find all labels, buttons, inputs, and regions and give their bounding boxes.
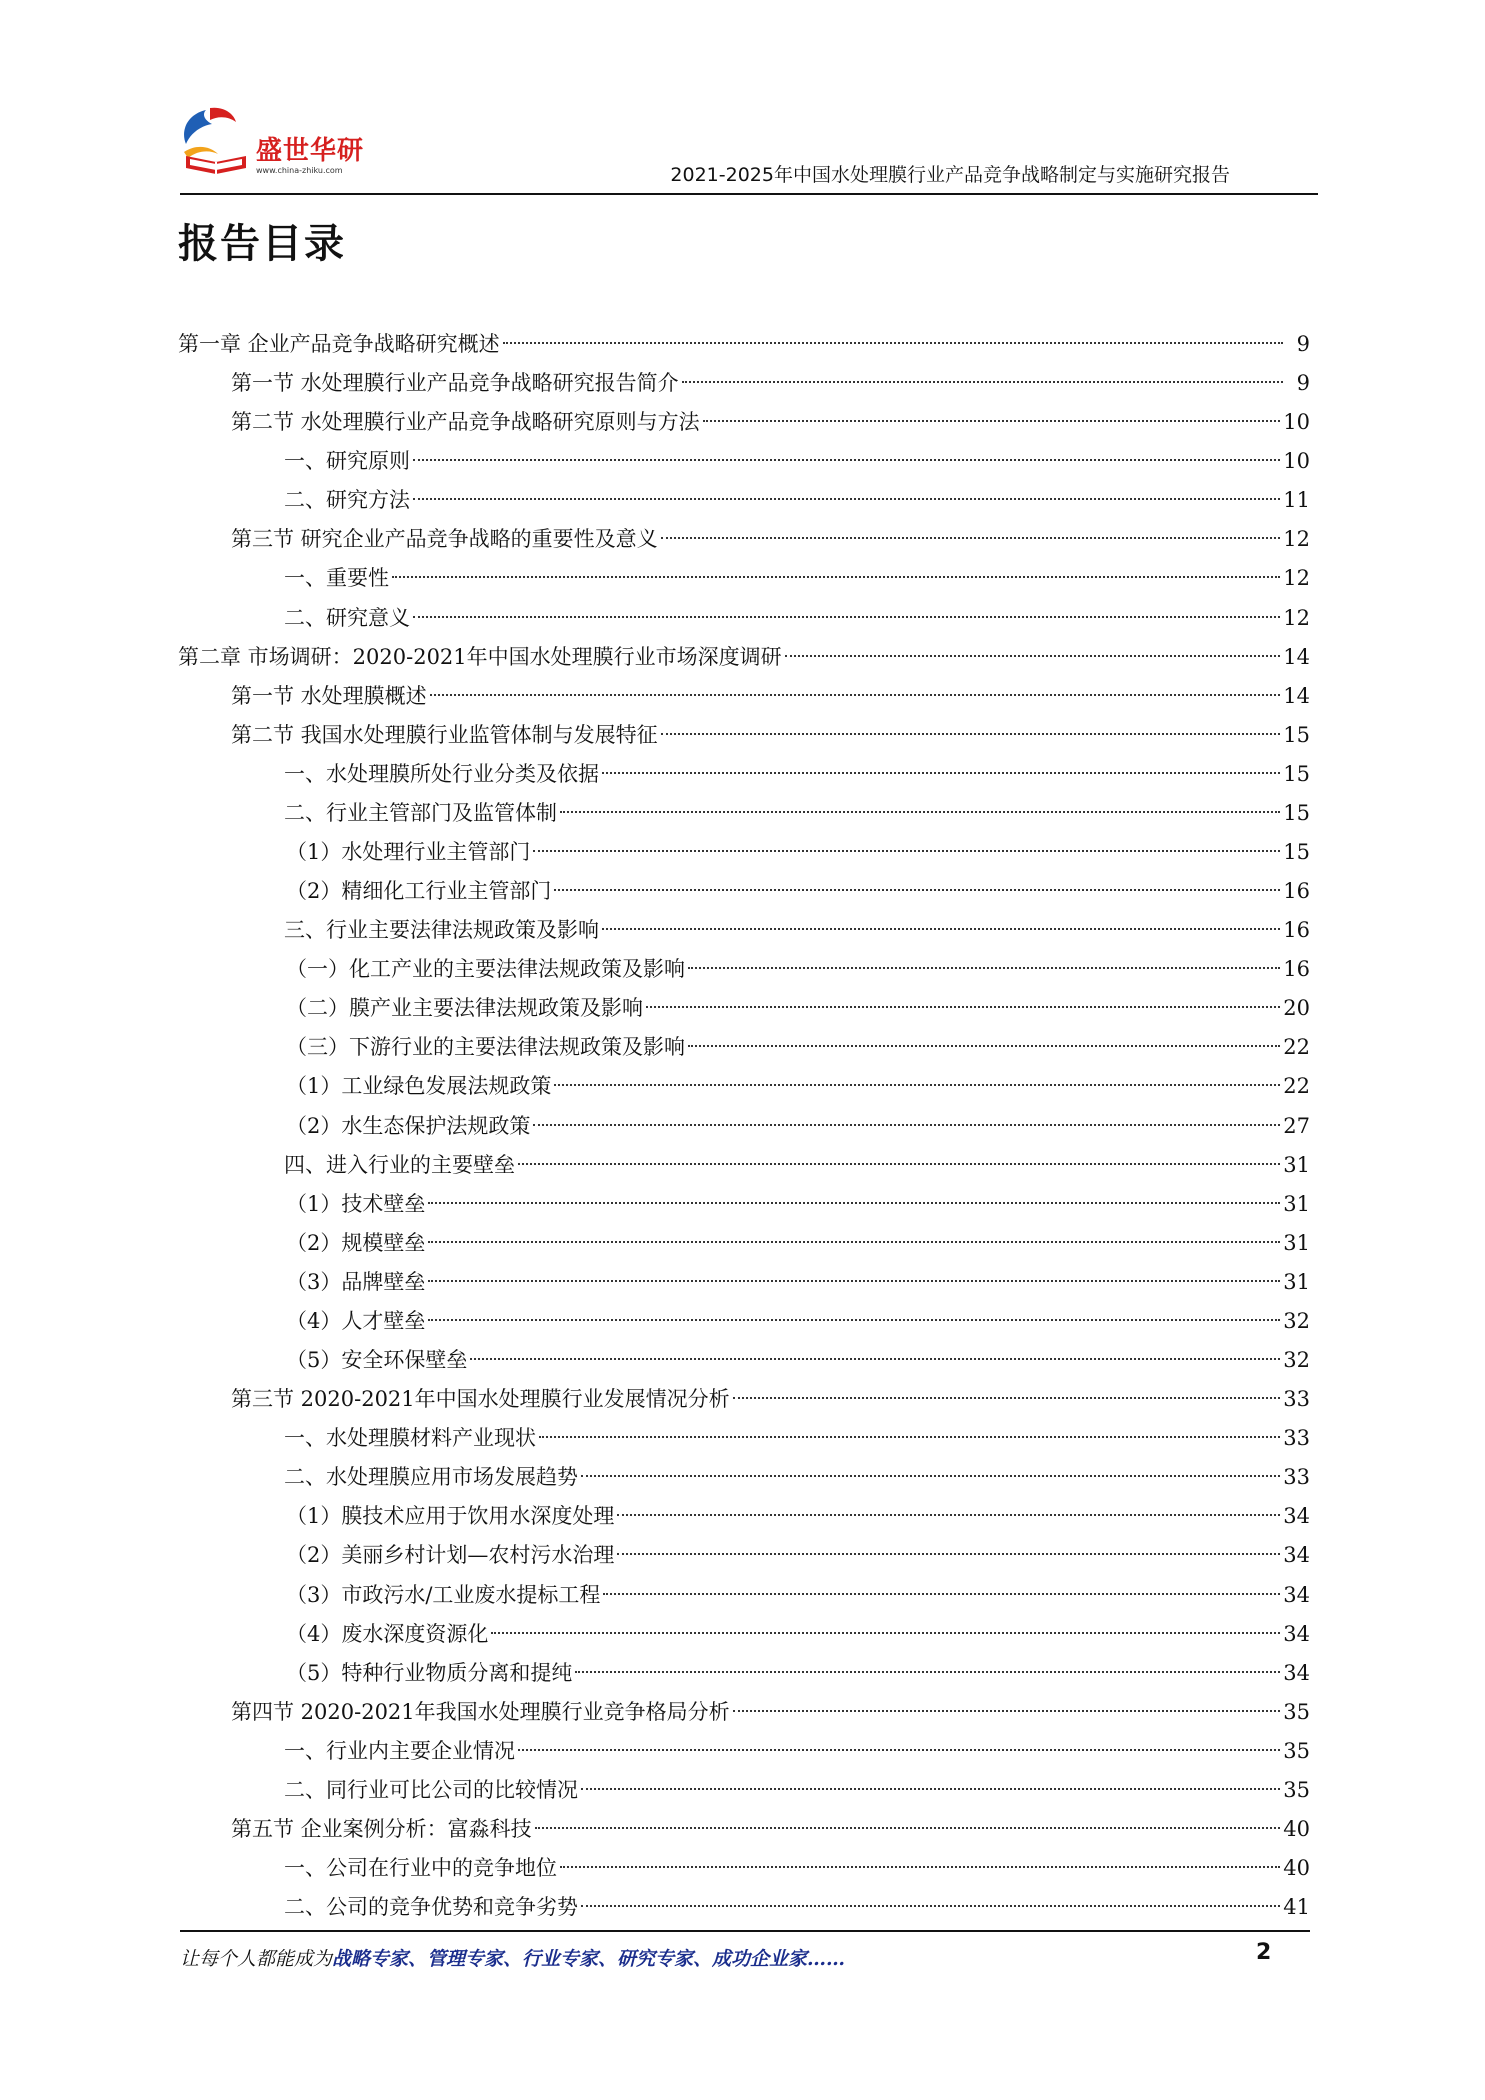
toc-entry-title: （5）安全环保壁垒 bbox=[286, 1348, 468, 1373]
toc-entry-title: 二、同行业可比公司的比较情况 bbox=[284, 1777, 578, 1802]
toc-entry-title: 一、重要性 bbox=[284, 566, 389, 591]
toc-entry[interactable] bbox=[178, 1849, 1310, 1888]
toc-dot-leader bbox=[554, 889, 1280, 891]
toc-heading: 报告目录 bbox=[178, 221, 346, 267]
toc-entry-page: 20 bbox=[1283, 996, 1310, 1021]
toc-dot-leader bbox=[560, 811, 1280, 813]
toc-entry[interactable] bbox=[178, 1888, 1310, 1927]
toc-entry-title: （1）水处理行业主管部门 bbox=[286, 840, 531, 865]
toc-dot-leader bbox=[392, 576, 1280, 578]
slogan-prefix: 让每个人都能成为 bbox=[180, 1948, 333, 1970]
toc-entry[interactable] bbox=[178, 833, 1310, 872]
toc-entry-page: 22 bbox=[1283, 1074, 1310, 1099]
toc-entry[interactable] bbox=[178, 1341, 1310, 1380]
toc-dot-leader bbox=[602, 928, 1280, 930]
toc-entry-page: 9 bbox=[1296, 332, 1310, 356]
toc-dot-leader bbox=[503, 342, 1283, 344]
footer-slogan bbox=[180, 1944, 845, 1971]
toc-entry-title: 二、研究方法 bbox=[284, 488, 410, 513]
toc-entry[interactable] bbox=[178, 1380, 1310, 1419]
toc-dot-leader bbox=[603, 1593, 1280, 1595]
toc-entry-page: 34 bbox=[1283, 1504, 1310, 1529]
toc-entry-page: 33 bbox=[1283, 1387, 1310, 1412]
toc-entry[interactable] bbox=[178, 1732, 1310, 1771]
toc-entry[interactable] bbox=[178, 1107, 1310, 1146]
toc-entry-title: 四、进入行业的主要壁垒 bbox=[284, 1152, 515, 1177]
toc-entry-page: 41 bbox=[1283, 1895, 1310, 1920]
logo-url: www.china-zhiku.com bbox=[256, 166, 343, 175]
toc-entry[interactable] bbox=[178, 1497, 1310, 1536]
toc-entry-page: 10 bbox=[1283, 410, 1310, 435]
toc-dot-leader bbox=[533, 850, 1280, 852]
toc-entry[interactable] bbox=[178, 1028, 1310, 1067]
toc-entry-page: 27 bbox=[1283, 1113, 1310, 1138]
toc-entry[interactable] bbox=[178, 1771, 1310, 1810]
toc-dot-leader bbox=[413, 459, 1280, 461]
toc-entry-title: 第一节 水处理膜概述 bbox=[231, 683, 427, 708]
toc-entry[interactable] bbox=[178, 442, 1310, 481]
slogan-roles: 战略专家、管理专家、行业专家、研究专家、成功企业家…… bbox=[332, 1948, 846, 1970]
toc-dot-leader bbox=[703, 420, 1281, 422]
toc-dot-leader bbox=[413, 616, 1280, 618]
toc-dot-leader bbox=[539, 1436, 1280, 1438]
toc-entry-title: 第二节 水处理膜行业产品竞争战略研究原则与方法 bbox=[231, 410, 700, 435]
toc-entry-page: 15 bbox=[1283, 800, 1310, 825]
toc-dot-leader bbox=[428, 1202, 1280, 1204]
toc-entry[interactable] bbox=[178, 1458, 1310, 1497]
toc-dot-leader bbox=[554, 1084, 1280, 1086]
toc-entry-page: 12 bbox=[1283, 566, 1310, 591]
toc-entry[interactable] bbox=[178, 520, 1310, 559]
toc-entry-page: 16 bbox=[1283, 957, 1310, 982]
toc-dot-leader bbox=[428, 1319, 1280, 1321]
toc-entry[interactable] bbox=[178, 599, 1310, 638]
toc-entry-page: 35 bbox=[1283, 1777, 1310, 1802]
footer-divider bbox=[180, 1930, 1310, 1932]
toc-entry-title: 三、行业主要法律法规政策及影响 bbox=[284, 918, 599, 943]
toc-entry-page: 16 bbox=[1283, 879, 1310, 904]
toc-entry-title: 二、公司的竞争优势和竞争劣势 bbox=[284, 1895, 578, 1920]
toc-entry[interactable] bbox=[178, 911, 1310, 950]
toc-entry[interactable] bbox=[178, 1185, 1310, 1224]
toc-entry-title: （2）水生态保护法规政策 bbox=[286, 1113, 531, 1138]
toc-entry-title: （二）膜产业主要法律法规政策及影响 bbox=[286, 996, 643, 1021]
toc-entry-title: 第一章 企业产品竞争战略研究概述 bbox=[178, 332, 500, 356]
company-logo bbox=[176, 104, 406, 182]
toc-dot-leader bbox=[661, 537, 1281, 539]
toc-entry-title: （2）精细化工行业主管部门 bbox=[286, 879, 552, 904]
toc-entry-page: 31 bbox=[1283, 1152, 1310, 1177]
page-number: 2 bbox=[1256, 1940, 1272, 1965]
toc-entry-title: 第二章 市场调研：2020-2021年中国水处理膜行业市场深度调研 bbox=[178, 644, 782, 669]
toc-entry-title: （1）膜技术应用于饮用水深度处理 bbox=[286, 1504, 615, 1529]
toc-entry-page: 15 bbox=[1283, 722, 1310, 747]
toc-dot-leader bbox=[535, 1827, 1281, 1829]
toc-entry[interactable] bbox=[178, 1302, 1310, 1341]
toc-dot-leader bbox=[518, 1163, 1280, 1165]
toc-entry-page: 33 bbox=[1283, 1426, 1310, 1451]
toc-entry-title: （3）品牌壁垒 bbox=[286, 1269, 426, 1294]
toc-dot-leader bbox=[581, 1905, 1280, 1907]
toc-entry-title: （一）化工产业的主要法律法规政策及影响 bbox=[286, 957, 685, 982]
toc-entry-title: 一、行业内主要企业情况 bbox=[284, 1738, 515, 1763]
toc-entry-title: （三）下游行业的主要法律法规政策及影响 bbox=[286, 1035, 685, 1060]
toc-entry[interactable] bbox=[178, 1067, 1310, 1106]
toc-dot-leader bbox=[733, 1710, 1281, 1712]
toc-entry-title: 二、水处理膜应用市场发展趋势 bbox=[284, 1465, 578, 1490]
toc-dot-leader bbox=[575, 1671, 1280, 1673]
toc-dot-leader bbox=[560, 1866, 1280, 1868]
toc-entry-page: 40 bbox=[1283, 1816, 1310, 1841]
toc-entry[interactable] bbox=[178, 325, 1310, 364]
toc-entry[interactable] bbox=[178, 716, 1310, 755]
toc-entry[interactable] bbox=[178, 1576, 1310, 1615]
toc-dot-leader bbox=[617, 1553, 1280, 1555]
toc-dot-leader bbox=[533, 1124, 1280, 1126]
toc-entry[interactable] bbox=[178, 1615, 1310, 1654]
toc-entry-page: 16 bbox=[1283, 918, 1310, 943]
toc-entry-page: 15 bbox=[1283, 840, 1310, 865]
toc-dot-leader bbox=[688, 1045, 1280, 1047]
toc-entry[interactable] bbox=[178, 403, 1310, 442]
toc-entry[interactable] bbox=[178, 1536, 1310, 1575]
toc-dot-leader bbox=[617, 1514, 1280, 1516]
toc-entry-title: （2）美丽乡村计划—农村污水治理 bbox=[286, 1543, 615, 1568]
toc-entry[interactable] bbox=[178, 989, 1310, 1028]
toc-entry-page: 34 bbox=[1283, 1543, 1310, 1568]
toc-entry-page: 34 bbox=[1283, 1660, 1310, 1685]
toc-entry-title: 第三节 研究企业产品竞争战略的重要性及意义 bbox=[231, 527, 658, 552]
toc-entry-title: 一、水处理膜材料产业现状 bbox=[284, 1426, 536, 1451]
logo-emblem-icon bbox=[176, 104, 256, 182]
toc-entry-title: （5）特种行业物质分离和提纯 bbox=[286, 1660, 573, 1685]
toc-entry-page: 12 bbox=[1283, 605, 1310, 630]
toc-entry[interactable] bbox=[178, 1146, 1310, 1185]
toc-entry-page: 9 bbox=[1296, 371, 1310, 396]
toc-entry-title: （1）工业绿色发展法规政策 bbox=[286, 1074, 552, 1099]
toc-entry-page: 33 bbox=[1283, 1465, 1310, 1490]
toc-entry-title: （4）废水深度资源化 bbox=[286, 1621, 489, 1646]
toc-entry-title: 一、研究原则 bbox=[284, 449, 410, 474]
toc-entry-page: 10 bbox=[1283, 449, 1310, 474]
toc-entry-page: 40 bbox=[1283, 1856, 1310, 1881]
toc-entry-page: 31 bbox=[1283, 1269, 1310, 1294]
toc-dot-leader bbox=[428, 1280, 1280, 1282]
toc-entry[interactable] bbox=[178, 1810, 1310, 1849]
toc-entry-page: 34 bbox=[1283, 1621, 1310, 1646]
toc-entry-page: 31 bbox=[1283, 1230, 1310, 1255]
table-of-contents bbox=[178, 325, 1310, 1927]
toc-entry-title: （3）市政污水/工业废水提标工程 bbox=[286, 1582, 601, 1607]
toc-entry[interactable] bbox=[178, 872, 1310, 911]
toc-entry-page: 31 bbox=[1283, 1191, 1310, 1216]
toc-entry-title: 二、行业主管部门及监管体制 bbox=[284, 800, 557, 825]
toc-entry[interactable] bbox=[178, 481, 1310, 520]
toc-entry-page: 34 bbox=[1283, 1582, 1310, 1607]
toc-entry[interactable] bbox=[178, 950, 1310, 989]
toc-dot-leader bbox=[581, 1788, 1280, 1790]
toc-entry-title: 一、水处理膜所处行业分类及依据 bbox=[284, 761, 599, 786]
toc-entry-page: 12 bbox=[1283, 527, 1310, 552]
toc-dot-leader bbox=[430, 694, 1281, 696]
toc-dot-leader bbox=[518, 1749, 1280, 1751]
toc-entry[interactable] bbox=[178, 1693, 1310, 1732]
toc-dot-leader bbox=[733, 1397, 1281, 1399]
toc-dot-leader bbox=[491, 1632, 1280, 1634]
toc-entry-title: 第二节 我国水处理膜行业监管体制与发展特征 bbox=[231, 722, 658, 747]
toc-entry-page: 14 bbox=[1283, 644, 1310, 669]
logo-name: 盛世华研 bbox=[256, 136, 365, 166]
toc-entry-page: 14 bbox=[1283, 683, 1310, 708]
toc-entry-page: 32 bbox=[1283, 1348, 1310, 1373]
toc-entry[interactable] bbox=[178, 1419, 1310, 1458]
toc-dot-leader bbox=[428, 1241, 1280, 1243]
toc-entry[interactable] bbox=[178, 677, 1310, 716]
toc-entry-page: 35 bbox=[1283, 1699, 1310, 1724]
toc-entry-title: 第四节 2020-2021年我国水处理膜行业竞争格局分析 bbox=[231, 1699, 730, 1724]
toc-entry-page: 22 bbox=[1283, 1035, 1310, 1060]
toc-entry[interactable] bbox=[178, 1654, 1310, 1693]
toc-dot-leader bbox=[602, 772, 1280, 774]
toc-dot-leader bbox=[413, 498, 1280, 500]
toc-entry-page: 32 bbox=[1283, 1308, 1310, 1333]
toc-dot-leader bbox=[682, 381, 1283, 383]
toc-entry[interactable] bbox=[178, 794, 1310, 833]
toc-entry[interactable] bbox=[178, 364, 1310, 403]
toc-entry-title: （1）技术壁垒 bbox=[286, 1191, 426, 1216]
toc-entry-page: 35 bbox=[1283, 1738, 1310, 1763]
toc-entry-title: 第五节 企业案例分析：富淼科技 bbox=[231, 1816, 532, 1841]
toc-entry-title: （2）规模壁垒 bbox=[286, 1230, 426, 1255]
toc-dot-leader bbox=[470, 1358, 1280, 1360]
toc-entry[interactable] bbox=[178, 559, 1310, 598]
toc-entry[interactable] bbox=[178, 1263, 1310, 1302]
toc-entry-title: 一、公司在行业中的竞争地位 bbox=[284, 1856, 557, 1881]
toc-dot-leader bbox=[646, 1006, 1280, 1008]
header-divider bbox=[180, 193, 1318, 195]
toc-entry-title: （4）人才壁垒 bbox=[286, 1308, 426, 1333]
toc-dot-leader bbox=[785, 655, 1281, 657]
toc-dot-leader bbox=[661, 733, 1281, 735]
toc-entry[interactable] bbox=[178, 755, 1310, 794]
toc-entry-title: 二、研究意义 bbox=[284, 605, 410, 630]
toc-dot-leader bbox=[688, 967, 1280, 969]
toc-entry-page: 15 bbox=[1283, 761, 1310, 786]
toc-entry-title: 第一节 水处理膜行业产品竞争战略研究报告简介 bbox=[231, 371, 679, 396]
toc-entry[interactable] bbox=[178, 638, 1310, 677]
toc-entry-title: 第三节 2020-2021年中国水处理膜行业发展情况分析 bbox=[231, 1387, 730, 1412]
toc-entry-page: 11 bbox=[1283, 488, 1310, 513]
toc-dot-leader bbox=[581, 1475, 1280, 1477]
report-title: 2021-2025年中国水处理膜行业产品竞争战略制定与实施研究报告 bbox=[670, 164, 1230, 186]
toc-entry[interactable] bbox=[178, 1224, 1310, 1263]
